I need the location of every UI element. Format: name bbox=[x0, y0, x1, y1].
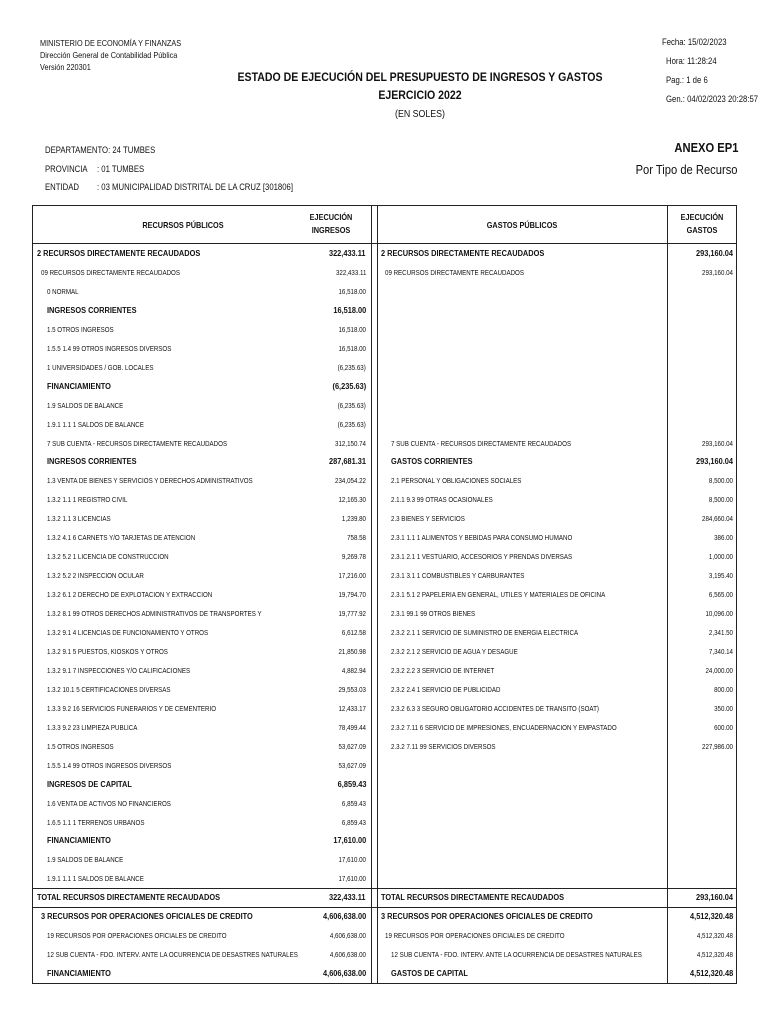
table-row bbox=[33, 775, 736, 794]
table-row bbox=[33, 661, 736, 680]
recurso-label: 1.6.5 1.1 1 TERRENOS URBANOS bbox=[47, 817, 145, 827]
table-row bbox=[33, 850, 736, 869]
generado: Gen.: 04/02/2023 20:28:57 bbox=[666, 94, 759, 104]
recurso-label: TOTAL RECURSOS DIRECTAMENTE RECAUDADOS bbox=[37, 892, 221, 903]
table-row bbox=[33, 471, 736, 490]
recurso-label: FINANCIAMIENTO bbox=[47, 835, 111, 846]
total-divider-bottom bbox=[33, 907, 736, 908]
gasto-label: 2.3.1 1.1 1 ALIMENTOS Y BEBIDAS PARA CONSUMO HUMANO bbox=[391, 533, 573, 543]
recurso-amount: 17,610.00 bbox=[338, 874, 366, 884]
gasto-amount: 227,986.00 bbox=[702, 741, 733, 751]
table-row bbox=[33, 945, 736, 964]
header-ejec-ingresos-1: EJECUCIÓN bbox=[309, 212, 353, 222]
table-row bbox=[33, 566, 736, 585]
recurso-amount: 21,850.98 bbox=[338, 646, 366, 656]
gasto-label: 2.3.2 2.2 3 SERVICIO DE INTERNET bbox=[391, 665, 495, 675]
recurso-label: 1.3.2 10.1 5 CERTIFICACIONES DIVERSAS bbox=[47, 684, 171, 694]
recurso-label: 0 NORMAL bbox=[47, 286, 79, 296]
gasto-amount: 293,160.04 bbox=[696, 248, 733, 258]
recurso-label: 1.3.2 9.1 5 PUESTOS, KIOSKOS Y OTROS bbox=[47, 646, 168, 656]
recurso-amount: 16,518.00 bbox=[338, 343, 366, 353]
gasto-label: 2.3.1 3.1 1 COMBUSTIBLES Y CARBURANTES bbox=[391, 571, 525, 581]
recurso-label: 2 RECURSOS DIRECTAMENTE RECAUDADOS bbox=[37, 248, 201, 258]
recurso-label: 19 RECURSOS POR OPERACIONES OFICIALES DE CREDITO bbox=[47, 931, 227, 941]
recurso-label: 1.3.2 6.1 2 DERECHO DE EXPLOTACION Y EXTRACCION bbox=[47, 590, 213, 600]
gasto-label: 2.1 PERSONAL Y OBLIGACIONES SOCIALES bbox=[391, 476, 522, 486]
gasto-label: 7 SUB CUENTA - RECURSOS DIRECTAMENTE RECAUDADOS bbox=[391, 438, 572, 448]
recurso-amount: 322,433.11 bbox=[335, 267, 366, 277]
gasto-amount: 386.00 bbox=[714, 533, 733, 543]
recurso-label: 09 RECURSOS DIRECTAMENTE RECAUDADOS bbox=[41, 267, 180, 277]
recurso-label: 1.3.2 8.1 99 OTROS DERECHOS ADMINISTRATIVOS DE TRANSPORTES Y bbox=[47, 609, 262, 619]
gasto-amount: 293,160.04 bbox=[696, 892, 733, 903]
recurso-amount: 12,165.30 bbox=[338, 495, 366, 505]
recurso-amount: 6,859.43 bbox=[341, 798, 366, 808]
currency-note: (EN SOLES) bbox=[395, 109, 445, 120]
recurso-amount: 29,553.03 bbox=[338, 684, 366, 694]
gasto-amount: 4,512,320.48 bbox=[696, 931, 733, 941]
table-row bbox=[33, 869, 736, 888]
recurso-amount: 78,499.44 bbox=[338, 722, 366, 732]
table-row bbox=[33, 244, 736, 263]
recurso-amount: 4,606,638.00 bbox=[322, 968, 366, 979]
recurso-amount: 16,518.00 bbox=[338, 286, 366, 296]
gasto-label: 2.3.2 7.11 6 SERVICIO DE IMPRESIONES, ENCUADERNACION Y EMPASTADO bbox=[391, 722, 617, 732]
table-row bbox=[33, 888, 736, 907]
recurso-label: FINANCIAMIENTO bbox=[47, 968, 111, 979]
recurso-label: FINANCIAMIENTO bbox=[47, 380, 111, 391]
gasto-amount: 8,500.00 bbox=[708, 476, 733, 486]
recurso-amount: 4,882.94 bbox=[341, 665, 366, 675]
recurso-amount: 53,627.09 bbox=[338, 741, 366, 751]
recurso-label: 7 SUB CUENTA - RECURSOS DIRECTAMENTE RECAUDADOS bbox=[47, 438, 228, 448]
gasto-amount: 1,000.00 bbox=[708, 552, 733, 562]
table-row bbox=[33, 699, 736, 718]
recurso-amount: 322,433.11 bbox=[329, 248, 366, 258]
recurso-label: 1 UNIVERSIDADES / GOB. LOCALES bbox=[47, 362, 154, 372]
recurso-label: INGRESOS CORRIENTES bbox=[47, 456, 137, 467]
table-row bbox=[33, 907, 736, 926]
table-row bbox=[33, 320, 736, 339]
gasto-amount: 284,660.04 bbox=[702, 514, 733, 524]
recurso-label: 1.3.2 1.1 1 REGISTRO CIVIL bbox=[47, 495, 128, 505]
gasto-label: 3 RECURSOS POR OPERACIONES OFICIALES DE CREDITO bbox=[381, 911, 593, 922]
table-row bbox=[33, 964, 736, 983]
recurso-amount: 17,610.00 bbox=[338, 855, 366, 865]
gasto-amount: 2,341.50 bbox=[708, 628, 733, 637]
recurso-amount: 6,859.43 bbox=[337, 778, 366, 789]
recurso-amount: 4,606,638.00 bbox=[322, 911, 366, 922]
departamento: DEPARTAMENTO: 24 TUMBES bbox=[45, 145, 156, 155]
gasto-label: 2.3.2 2.1 1 SERVICIO DE SUMINISTRO DE ENERGIA ELECTRICA bbox=[391, 628, 579, 637]
table-row bbox=[33, 396, 736, 415]
table-row bbox=[33, 642, 736, 661]
org-line-2: Dirección General de Contabilidad Pública bbox=[40, 50, 178, 60]
recurso-amount: 17,610.00 bbox=[333, 835, 366, 846]
table-row bbox=[33, 585, 736, 604]
gasto-amount: 600.00 bbox=[714, 722, 733, 732]
recurso-label: 3 RECURSOS POR OPERACIONES OFICIALES DE CREDITO bbox=[41, 911, 253, 922]
recurso-label: 1.3.2 1.1 3 LICENCIAS bbox=[47, 514, 111, 524]
table-row bbox=[33, 926, 736, 945]
gasto-label: 2.3.1 99.1 99 OTROS BIENES bbox=[391, 609, 476, 619]
provincia-label: PROVINCIA bbox=[45, 164, 88, 174]
recurso-amount: 287,681.31 bbox=[329, 456, 366, 467]
table-row bbox=[33, 680, 736, 699]
gasto-amount: 6,565.00 bbox=[708, 590, 733, 600]
header-gastos: GASTOS PÚBLICOS bbox=[486, 220, 558, 230]
table-row bbox=[33, 452, 736, 471]
recurso-label: 1.9.1 1.1 1 SALDOS DE BALANCE bbox=[47, 419, 144, 429]
recurso-amount: 16,518.00 bbox=[333, 304, 366, 315]
recurso-label: 1.6 VENTA DE ACTIVOS NO FINANCIEROS bbox=[47, 798, 171, 808]
gasto-label: 2.3.2 7.11 99 SERVICIOS DIVERSOS bbox=[391, 741, 496, 751]
gasto-label: 2 RECURSOS DIRECTAMENTE RECAUDADOS bbox=[381, 248, 545, 258]
pagina: Pag.: 1 de 6 bbox=[666, 75, 708, 85]
entidad-value: : 03 MUNICIPALIDAD DISTRITAL DE LA CRUZ [301806] bbox=[97, 182, 293, 192]
table-row bbox=[33, 434, 736, 453]
header-recursos: RECURSOS PÚBLICOS bbox=[142, 220, 224, 230]
entidad-label: ENTIDAD bbox=[45, 182, 79, 192]
recurso-amount: 312,150.74 bbox=[335, 438, 366, 448]
table-row bbox=[33, 547, 736, 566]
gasto-label: GASTOS CORRIENTES bbox=[391, 456, 473, 467]
recurso-amount: 9,269.78 bbox=[341, 552, 366, 562]
table-row bbox=[33, 339, 736, 358]
recurso-label: 12 SUB CUENTA - FDO. INTERV. ANTE LA OCURRENCIA DE DESASTRES NATURALES bbox=[47, 950, 298, 960]
table-row bbox=[33, 813, 736, 832]
recurso-label: 1.3.2 4.1 6 CARNETS Y/O TARJETAS DE ATENCION bbox=[47, 533, 196, 543]
recurso-label: 1.5.5 1.4 99 OTROS INGRESOS DIVERSOS bbox=[47, 343, 172, 353]
recurso-amount: (6,235.63) bbox=[337, 362, 366, 372]
recurso-amount: 4,606,638.00 bbox=[329, 931, 366, 941]
gasto-label: 2.3.2 2.1 2 SERVICIO DE AGUA Y DESAGUE bbox=[391, 646, 518, 656]
gasto-label: 2.1.1 9.3 99 OTRAS OCASIONALES bbox=[391, 495, 493, 505]
recurso-amount: 758.58 bbox=[347, 533, 366, 543]
recurso-label: 1.3.2 9.1 4 LICENCIAS DE FUNCIONAMIENTO Y OTROS bbox=[47, 628, 209, 637]
report-subtitle: EJERCICIO 2022 bbox=[378, 88, 462, 102]
gasto-amount: 24,000.00 bbox=[705, 665, 733, 675]
gasto-label: 2.3.1 2.1 1 VESTUARIO, ACCESORIOS Y PRENDAS DIVERSAS bbox=[391, 552, 573, 562]
gasto-label: 2.3.1 5.1 2 PAPELERIA EN GENERAL, UTILES Y MATERIALES DE OFICINA bbox=[391, 590, 606, 600]
recurso-amount: 12,433.17 bbox=[338, 703, 366, 713]
report-title: ESTADO DE EJECUCIÓN DEL PRESUPUESTO DE INGRESOS Y GASTOS bbox=[237, 70, 603, 84]
header-ejec-ingresos-2: INGRESOS bbox=[311, 225, 351, 235]
recurso-label: 1.5 OTROS INGRESOS bbox=[47, 741, 114, 751]
recurso-label: 1.9 SALDOS DE BALANCE bbox=[47, 855, 124, 865]
recurso-amount: (6,235.63) bbox=[332, 380, 366, 391]
recurso-label: 1.3.2 9.1 7 INSPECCIONES Y/O CALIFICACIONES bbox=[47, 665, 191, 675]
recurso-label: INGRESOS CORRIENTES bbox=[47, 304, 137, 315]
recurso-label: 1.3.2 5.2 2 INSPECCION OCULAR bbox=[47, 571, 144, 581]
recurso-amount: 6,859.43 bbox=[341, 817, 366, 827]
table-row bbox=[33, 756, 736, 775]
provincia-value: : 01 TUMBES bbox=[97, 164, 145, 174]
gasto-amount: 8,500.00 bbox=[708, 495, 733, 505]
header-ejec-gastos-1: EJECUCIÓN bbox=[680, 212, 724, 222]
recurso-amount: 53,627.09 bbox=[338, 760, 366, 770]
gasto-label: 2.3 BIENES Y SERVICIOS bbox=[391, 514, 465, 524]
table-row bbox=[33, 737, 736, 756]
gasto-amount: 7,340.14 bbox=[708, 646, 733, 656]
recurso-label: 1.3.3 9.2 16 SERVICIOS FUNERARIOS Y DE CEMENTERIO bbox=[47, 703, 217, 713]
fecha: Fecha: 15/02/2023 bbox=[662, 37, 727, 47]
recurso-amount: 322,433.11 bbox=[329, 892, 366, 903]
table-row bbox=[33, 718, 736, 737]
gasto-label: 12 SUB CUENTA - FDO. INTERV. ANTE LA OCURRENCIA DE DESASTRES NATURALES bbox=[391, 950, 642, 960]
gasto-amount: 4,512,320.48 bbox=[689, 968, 733, 979]
table-row bbox=[33, 604, 736, 623]
recurso-amount: 234,054.22 bbox=[335, 476, 366, 486]
gasto-amount: 4,512,320.48 bbox=[696, 950, 733, 960]
gasto-label: 19 RECURSOS POR OPERACIONES OFICIALES DE CREDITO bbox=[385, 931, 565, 941]
gasto-amount: 800.00 bbox=[714, 684, 733, 694]
recurso-amount: 4,606,638.00 bbox=[329, 950, 366, 960]
gasto-amount: 4,512,320.48 bbox=[689, 911, 733, 922]
recurso-amount: (6,235.63) bbox=[337, 419, 366, 429]
table-row bbox=[33, 528, 736, 547]
gasto-label: 2.3.2 2.4 1 SERVICIO DE PUBLICIDAD bbox=[391, 684, 501, 694]
gasto-amount: 350.00 bbox=[714, 703, 733, 713]
header-ejec-gastos-2: GASTOS bbox=[686, 225, 718, 235]
recurso-amount: 16,518.00 bbox=[338, 324, 366, 334]
gasto-label: GASTOS DE CAPITAL bbox=[391, 968, 468, 979]
recurso-label: 1.5.5 1.4 99 OTROS INGRESOS DIVERSOS bbox=[47, 760, 172, 770]
table-row bbox=[33, 377, 736, 396]
total-divider-top bbox=[33, 888, 736, 889]
org-line-1: MINISTERIO DE ECONOMÍA Y FINANZAS bbox=[40, 38, 182, 48]
recurso-label: 1.9.1 1.1 1 SALDOS DE BALANCE bbox=[47, 874, 144, 884]
recurso-amount: 19,777.92 bbox=[338, 609, 366, 619]
gasto-label: 09 RECURSOS DIRECTAMENTE RECAUDADOS bbox=[385, 267, 524, 277]
table-row bbox=[33, 282, 736, 301]
recurso-label: 1.3.2 5.2 1 LICENCIA DE CONSTRUCCION bbox=[47, 552, 169, 562]
hora: Hora: 11:28:24 bbox=[666, 56, 717, 66]
table-row bbox=[33, 831, 736, 850]
table-row bbox=[33, 490, 736, 509]
recurso-amount: 1,239.80 bbox=[341, 514, 366, 524]
recurso-amount: 6,612.58 bbox=[341, 628, 366, 637]
anexo-label: ANEXO EP1 bbox=[673, 140, 738, 155]
gasto-amount: 293,160.04 bbox=[702, 267, 733, 277]
budget-table bbox=[32, 205, 737, 984]
recurso-amount: (6,235.63) bbox=[337, 400, 366, 410]
table-row bbox=[33, 623, 736, 642]
table-row bbox=[33, 509, 736, 528]
recurso-label: INGRESOS DE CAPITAL bbox=[47, 778, 132, 789]
recurso-amount: 17,216.00 bbox=[338, 571, 366, 581]
gasto-amount: 3,195.40 bbox=[708, 571, 733, 581]
gasto-label: 2.3.2 6.3 3 SEGURO OBLIGATORIO ACCIDENTES DE TRANSITO (SOAT) bbox=[391, 703, 599, 713]
gasto-amount: 10,096.00 bbox=[705, 609, 733, 619]
recurso-label: 1.9 SALDOS DE BALANCE bbox=[47, 400, 124, 410]
gasto-label: TOTAL RECURSOS DIRECTAMENTE RECAUDADOS bbox=[381, 892, 565, 903]
recurso-amount: 19,794.70 bbox=[338, 590, 366, 600]
table-row bbox=[33, 263, 736, 282]
gasto-amount: 293,160.04 bbox=[702, 438, 733, 448]
gasto-amount: 293,160.04 bbox=[696, 456, 733, 467]
table-row bbox=[33, 415, 736, 434]
table-row bbox=[33, 358, 736, 377]
tipo-recurso: Por Tipo de Recurso bbox=[636, 162, 738, 177]
table-row bbox=[33, 794, 736, 813]
recurso-label: 1.5 OTROS INGRESOS bbox=[47, 324, 114, 334]
recurso-label: 1.3.3 9.2 23 LIMPIEZA PUBLICA bbox=[47, 722, 138, 732]
recurso-label: 1.3 VENTA DE BIENES Y SERVICIOS Y DERECHOS ADMINISTRATIVOS bbox=[47, 476, 253, 486]
table-row bbox=[33, 301, 736, 320]
org-line-3: Versión 220301 bbox=[40, 62, 91, 72]
